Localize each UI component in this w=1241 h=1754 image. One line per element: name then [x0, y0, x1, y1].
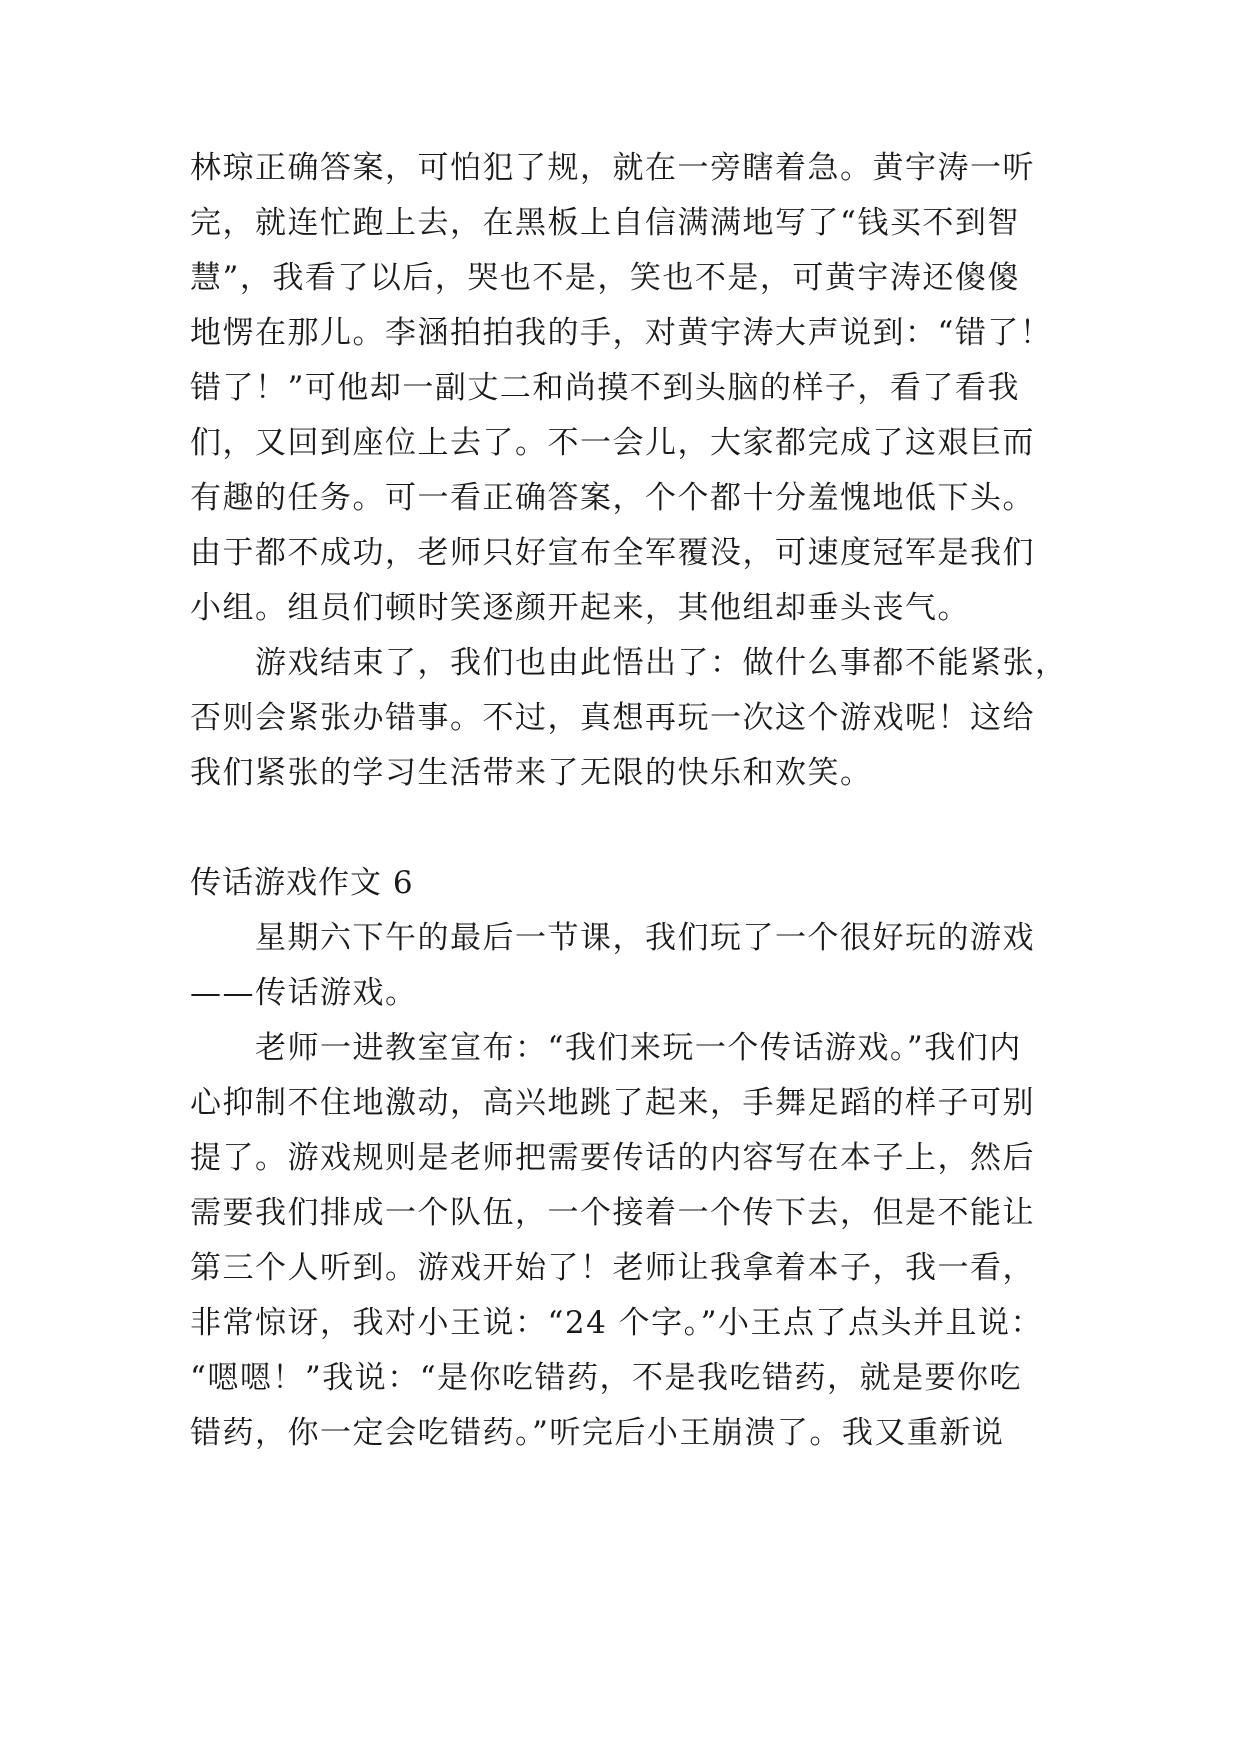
- text-line: 错了！”可他却一副丈二和尚摸不到头脑的样子，看了看我: [190, 370, 1020, 406]
- text-line: 有趣的任务。可一看正确答案，个个都十分羞愧地低下头。: [190, 480, 1035, 516]
- text-line: 提了。游戏规则是老师把需要传话的内容写在本子上，然后: [190, 1140, 1035, 1176]
- text-line: 慧”，我看了以后，哭也不是，笑也不是，可黄宇涛还傻傻: [190, 260, 1020, 296]
- text-line: 星期六下午的最后一节课，我们玩了一个很好玩的游戏: [255, 920, 1035, 956]
- text-line: 们，又回到座位上去了。不一会儿，大家都完成了这艰巨而: [190, 425, 1035, 461]
- text-line: 第三个人听到。游戏开始了！老师让我拿着本子，我一看，: [190, 1250, 1035, 1286]
- text-line: 小组。组员们顿时笑逐颜开起来，其他组却垂头丧气。: [190, 590, 970, 626]
- text-line: 非常惊讶，我对小王说：“24 个字。”小王点了点头并且说：: [190, 1305, 1043, 1341]
- text-line: 由于都不成功，老师只好宣布全军覆没，可速度冠军是我们: [190, 535, 1035, 571]
- text-line: 心抑制不住地激动，高兴地跳了起来，手舞足蹈的样子可别: [190, 1085, 1035, 1121]
- text-line: 地愣在那儿。李涵拍拍我的手，对黄宇涛大声说到：“错了！: [190, 315, 1053, 351]
- text-line: 林琼正确答案，可怕犯了规，就在一旁瞎着急。黄宇涛一听: [190, 150, 1035, 186]
- text-line: 游戏结束了，我们也由此悟出了：做什么事都不能紧张，: [255, 645, 1068, 681]
- text-line: 需要我们排成一个队伍，一个接着一个传下去，但是不能让: [190, 1195, 1035, 1231]
- text-line: 完，就连忙跑上去，在黑板上自信满满地写了“钱买不到智: [190, 205, 1020, 241]
- text-line: 我们紧张的学习生活带来了无限的快乐和欢笑。: [190, 755, 873, 791]
- text-line: “嗯嗯！”我说：“是你吃错药，不是我吃错药，就是要你吃: [190, 1360, 1023, 1396]
- text-line: ——传话游戏。: [190, 975, 418, 1011]
- text-line: 否则会紧张办错事。不过，真想再玩一次这个游戏呢！这给: [190, 700, 1035, 736]
- text-line: 老师一进教室宣布：“我们来玩一个传话游戏。”我们内: [255, 1030, 1022, 1066]
- section-heading: 传话游戏作文 6: [190, 865, 414, 901]
- text-line: 错药，你一定会吃错药。”听完后小王崩溃了。我又重新说: [190, 1415, 1005, 1451]
